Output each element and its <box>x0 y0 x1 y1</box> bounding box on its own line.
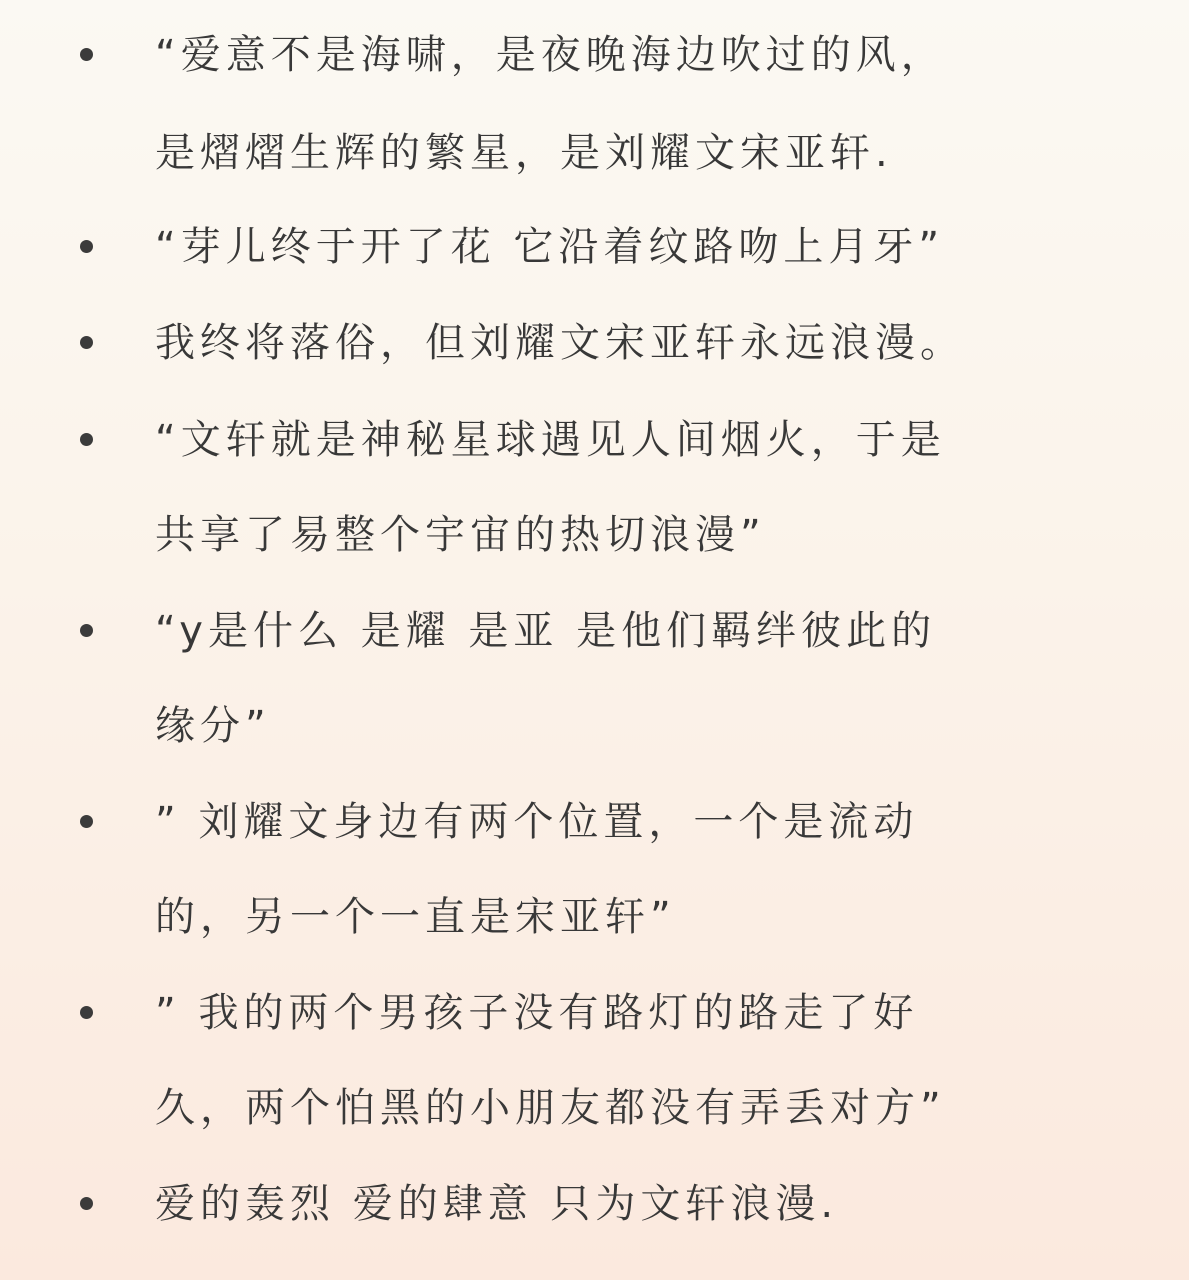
bullet-marker <box>80 48 93 61</box>
list-item-line: 我终将落俗，但刘耀文宋亚轩永远浪漫。 <box>155 320 965 366</box>
list-item-line: 共享了易整个宇宙的热切浪漫” <box>155 512 766 558</box>
bullet-marker <box>80 1006 93 1019</box>
list-item-line: 爱的轰烈 爱的肆意 只为文轩浪漫. <box>155 1181 839 1227</box>
list-item-line: ” 我的两个男孩子没有路灯的路走了好 <box>155 990 919 1036</box>
list-item-line: “y是什么 是耀 是亚 是他们羁绊彼此的 <box>155 608 937 654</box>
list-item-line: “文轩就是神秘星球遇见人间烟火，于是 <box>155 417 946 463</box>
bullet-marker <box>80 1197 93 1210</box>
list-item-line: 久，两个怕黑的小朋友都没有弄丢对方” <box>155 1085 946 1131</box>
bullet-marker <box>80 240 93 253</box>
bullet-marker <box>80 336 93 349</box>
list-item-line: 是熠熠生辉的繁星，是刘耀文宋亚轩. <box>155 130 893 176</box>
bullet-marker <box>80 815 93 828</box>
bullet-marker <box>80 624 93 637</box>
list-item-line: “爱意不是海啸，是夜晚海边吹过的风， <box>155 32 946 78</box>
bullet-marker <box>80 433 93 446</box>
list-item-line: 缘分” <box>155 703 271 749</box>
list-item-line: 的，另一个一直是宋亚轩” <box>155 894 676 940</box>
list-item-line: ” 刘耀文身边有两个位置，一个是流动 <box>155 799 919 845</box>
list-item-line: “芽儿终于开了花 它沿着纹路吻上月牙” <box>155 224 945 270</box>
